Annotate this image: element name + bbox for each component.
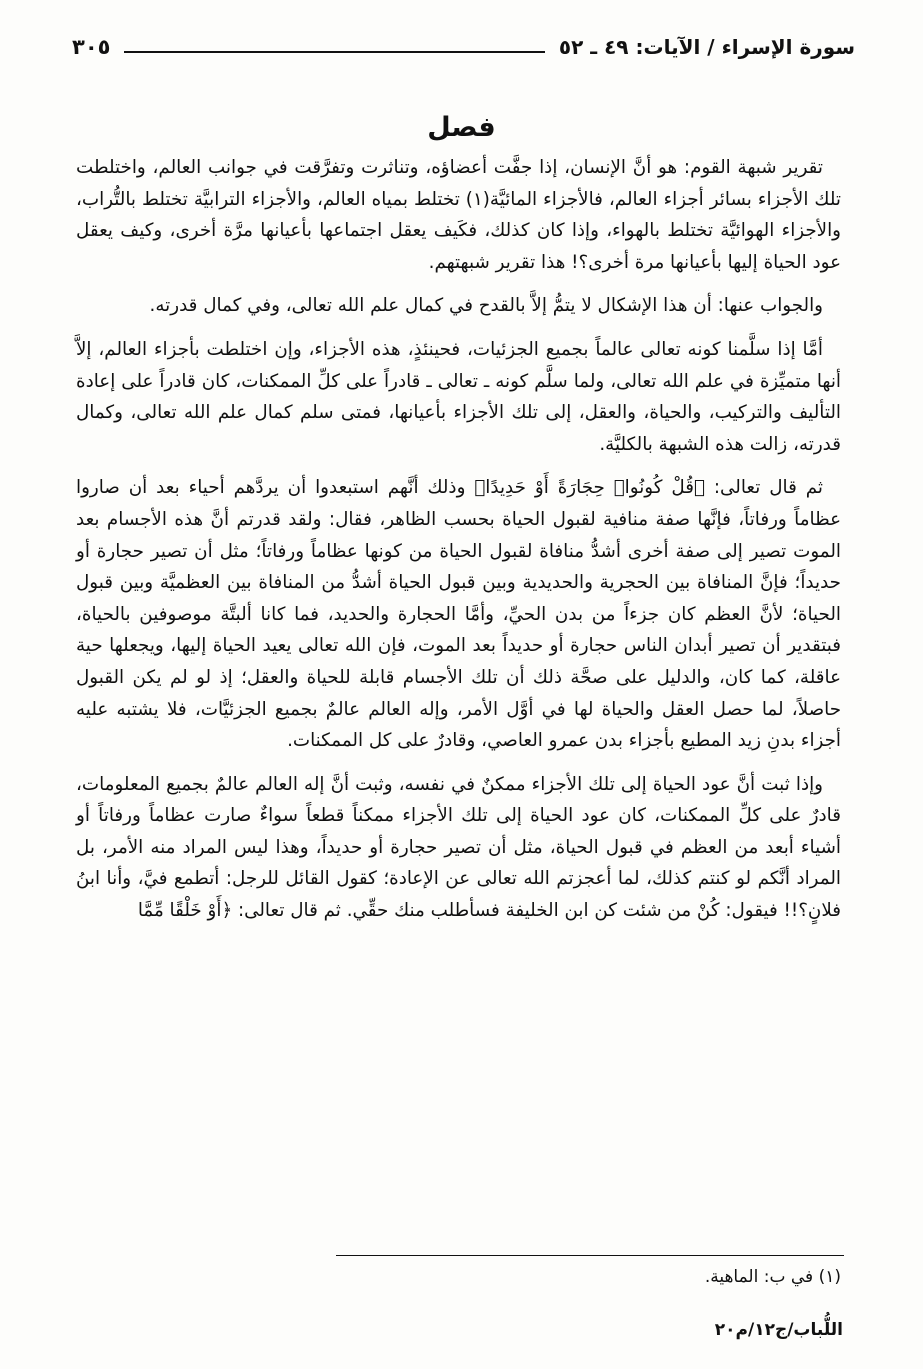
volume-signature: اللُّباب/ج١٢/م٢٠ [714, 1320, 843, 1340]
paragraph: وإذا ثبت أنَّ عود الحياة إلى تلك الأجزاء ممكنٌ في نفسه، وثبت أنَّ إله العالم عالمٌ بجميع المعلومات، قادرٌ على كلِّ الممكنات، كان عود الحياة إلى تلك الأجزاء ممكناً قطعاً سواءٌ صارت عظاماً ورفاتاً أو أشياء أبعد من العظم في قبول الحياة، مثل أن تصير حجارة أو حديداً، وهذا ليس المراد منه الأمر، بل المراد أنَّكم لو كنتم كذلك، لما أعجزتم الله تعالى عن الإعادة؛ كقول القائل للرجل: أتطمع فيَّ، وأنا ابنُ فلانٍ؟!! فيقول: كُنْ من شئت كن ابن الخليفة فسأطلب منك حقِّي. ثم قال تعالى: ﴿أَوْ خَلْقًا مِّمَّا [76, 773, 841, 922]
paragraph: أمَّا إذا سلَّمنا كونه تعالى عالماً بجميع الجزئيات، فحينئذٍ، هذه الأجزاء، وإن اختلطت بأجزاء العالم، إلاَّ أنها متميِّزة في علم الله تعالى، ولما سلَّم كونه ـ تعالى ـ قادراً على كلِّ الممكنات، كان قادراً على إعادة التأليف والتركيب، والحياة، والعقل، إلى تلك الأجزاء بأعيانها، فمتى سلم كمال علم الله تعالى، وكمال قدرته، زالت هذه الشبهة بالكليَّة. [76, 338, 841, 455]
page-number: ٣٠٥ [72, 35, 111, 59]
running-header [72, 32, 855, 62]
body-text [76, 152, 841, 939]
surah-reference: سورة الإسراء / الآيات: ٤٩ ـ ٥٢ [558, 35, 855, 59]
section-title: فصل [427, 112, 496, 143]
footnote: (١) في ب: الماهية. [704, 1267, 841, 1287]
paragraph: ثم قال تعالى: ﴿قُلْ كُونُوا۟ حِجَارَةً أَوْ حَدِيدًا﴾ وذلك أنَّهم استبعدوا أن يردَّهم أحياء بعد أن صاروا عظاماً ورفاتاً، فإنَّها صفة منافية لقبول الحياة بحسب الظاهر، فقال: ولقد قدرتم أنَّ هذه الأجسام بعد الموت تصير إلى صفة أخرى أشدُّ منافاة لقبول الحياة من كونها عظاماً ورفاتاً؛ مثل أن تصير حجارة أو حديداً؛ فإنَّ المنافاة بين الحجرية والحديدية وبين قبول الحياة أشدُّ من المنافاة بين العظميَّة وبين قبول الحياة؛ لأنَّ العظم كان جزءاً من بدن الحيِّ، وأمَّا الحجارة والحديد، فما كانا ألبتَّة موصوفين بالحياة، فبتقدير أن تصير أبدان الناس حجارة أو حديداً بعد الموت، فإن الله تعالى يعيد الحياة إليها، ويجعلها حية عاقلة، كما كان، والدليل على صحَّة ذلك أن تلك الأجسام قابلة للحياة والعقل؛ إذ لو لم يكن القبول حاصلاً، لما حصل العقل والحياة لها في أوَّل الأمر، وإله العالم عالمٌ بجميع الجزئيَّات، فلا يشتبه عليه أجزاء بدنِ زيد المطيع بأجزاء بدن عمرو العاصي، وقادرٌ على كل الممكنات. [76, 477, 841, 752]
paragraph: والجواب عنها: أن هذا الإشكال لا يتمُّ إلاَّ بالقدح في كمال علم الله تعالى، وفي كمال قدرته. [149, 295, 823, 317]
footnote-separator [336, 1255, 844, 1256]
header-rule [124, 51, 544, 53]
paragraph: تقرير شبهة القوم: هو أنَّ الإنسان، إذا جفَّت أعضاؤه، وتناثرت وتفرَّقت في جوانب العالم، واختلطت تلك الأجزاء بسائر أجزاء العالم، فالأجزاء المائيَّة(١) تختلط بمياه العالم، والأجزاء الترابيَّة تختلط بالتُّراب، والأجزاء الهوائيَّة تختلط بالهواء، وإذا كان كذلك، فكَيف يعقل اجتماعها بأعيانها مرَّة أخرى، وكيف يعقل عود الحياة إليها بأعيانها مرة أخرى؟! هذا تقرير شبهتهم. [76, 157, 841, 273]
